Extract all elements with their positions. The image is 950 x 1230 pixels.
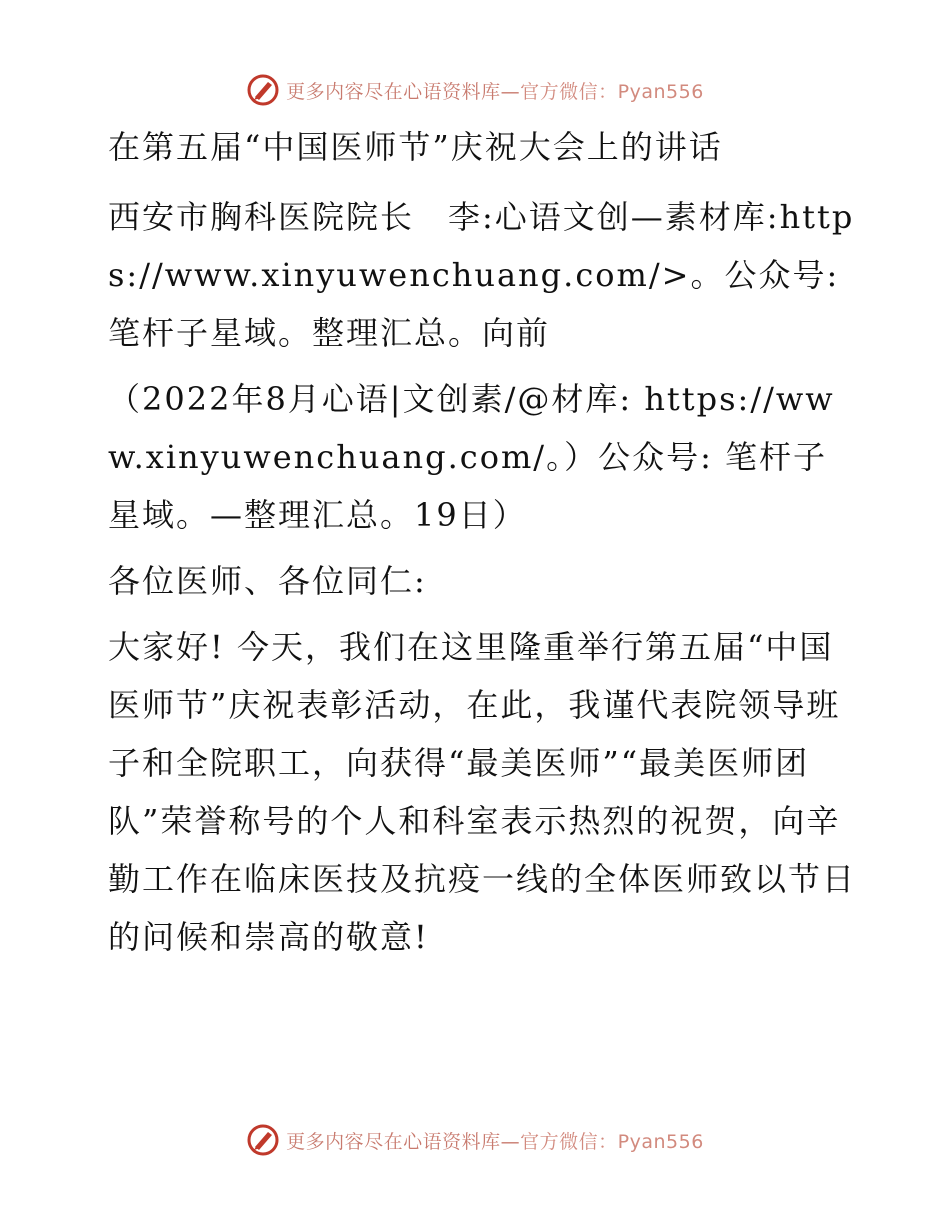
footer-banner-text <box>286 1127 704 1154</box>
brand-logo-icon <box>246 1123 280 1157</box>
header-banner-wechat: 官方微信：Pyan556 <box>520 80 704 103</box>
header-banner-inner <box>246 73 704 107</box>
document-title: 在第五届“中国医师节”庆祝大会上的讲话 <box>108 128 723 166</box>
header-banner <box>0 70 950 110</box>
header-banner-text <box>286 77 704 104</box>
brand-logo-icon <box>246 73 280 107</box>
footer-banner-slogan: 更多内容尽在心语资料库 <box>286 1130 501 1153</box>
footer-banner-wechat: 官方微信：Pyan556 <box>520 1130 704 1153</box>
footer-banner <box>0 1120 950 1160</box>
date-line: （2022年8月心语|文创素/@材库: https://www.xinyuwenchuang.com/。）公众号: 笔杆子星域。—整理汇总。19日） <box>108 380 835 534</box>
footer-banner-separator: — <box>500 1130 521 1153</box>
body-paragraph: 大家好! 今天，我们在这里隆重举行第五届“中国医师节”庆祝表彰活动，在此，我谨代表院领导班子和全院职工，向获得“最美医师”“最美医师团队”荣誉称号的个人和科室表示热烈的祝贺，向辛勤工作在临床医技及抗疫一线的全体医师致以节日的问候和崇高的敬意! <box>108 628 857 956</box>
author-line: 西安市胸科医院院长 李:心语文创—素材库:https://www.xinyuwenchuang.com/>。公众号: 笔杆子星域。整理汇总。向前 <box>108 198 855 352</box>
footer-banner-inner <box>246 1123 704 1157</box>
header-banner-slogan: 更多内容尽在心语资料库 <box>286 80 501 103</box>
salutation: 各位医师、各位同仁: <box>108 562 427 600</box>
header-banner-separator: — <box>500 80 521 103</box>
document-content <box>96 118 856 974</box>
